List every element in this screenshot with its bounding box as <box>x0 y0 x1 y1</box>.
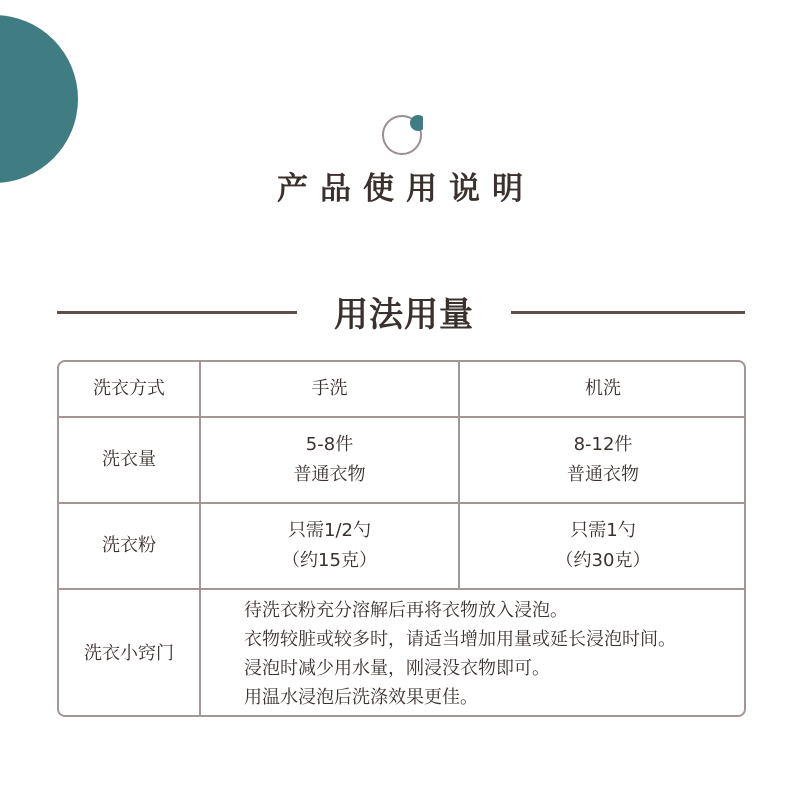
section-title: 用法用量 <box>334 295 474 335</box>
cell-hand-wash-header: 手洗 <box>201 362 460 416</box>
cell-machine-amount <box>460 418 746 502</box>
table-row-tips <box>59 590 744 717</box>
divider-left <box>57 311 297 314</box>
cell-machine-wash-header: 机洗 <box>585 378 621 399</box>
table-row-method <box>59 362 744 418</box>
hand-amount-count: 5-8件 <box>305 434 354 455</box>
tip-item: 待洗衣粉充分溶解后再将衣物放入浸泡。 <box>244 599 568 621</box>
divider-right <box>511 311 745 314</box>
cell-hand-powder <box>201 504 460 588</box>
tip-item: 用温水浸泡后洗涤效果更佳。 <box>244 686 478 708</box>
hand-amount-note: 普通衣物 <box>293 464 366 485</box>
table-row-powder <box>59 504 744 590</box>
machine-amount-count: 8-12件 <box>573 434 633 455</box>
hand-powder-grams: （约15克） <box>282 550 377 571</box>
machine-powder-scoop: 只需1勺 <box>570 520 636 541</box>
cell-powder-label: 洗衣粉 <box>59 504 201 588</box>
cell-tips-content <box>201 590 746 717</box>
decorative-corner-circle <box>0 15 78 183</box>
cell-amount-label: 洗衣量 <box>59 418 201 502</box>
table-row-amount <box>59 418 744 504</box>
ring-dot-icon <box>381 114 423 156</box>
cell-machine-powder <box>460 504 746 588</box>
page-title: 产品使用说明 <box>277 171 535 207</box>
cell-hand-amount <box>201 418 460 502</box>
hand-powder-scoop: 只需1/2勺 <box>288 520 371 541</box>
cell-method-label: 洗衣方式 <box>59 362 201 416</box>
tip-item: 衣物较脏或较多时，请适当增加用量或延长浸泡时间。 <box>244 628 676 650</box>
cell-tips-label: 洗衣小窍门 <box>59 590 201 717</box>
machine-amount-note: 普通衣物 <box>567 464 639 485</box>
machine-powder-grams: （约30克） <box>555 550 651 571</box>
usage-table <box>57 360 746 717</box>
tip-item: 浸泡时减少用水量，刚浸没衣物即可。 <box>244 657 550 679</box>
